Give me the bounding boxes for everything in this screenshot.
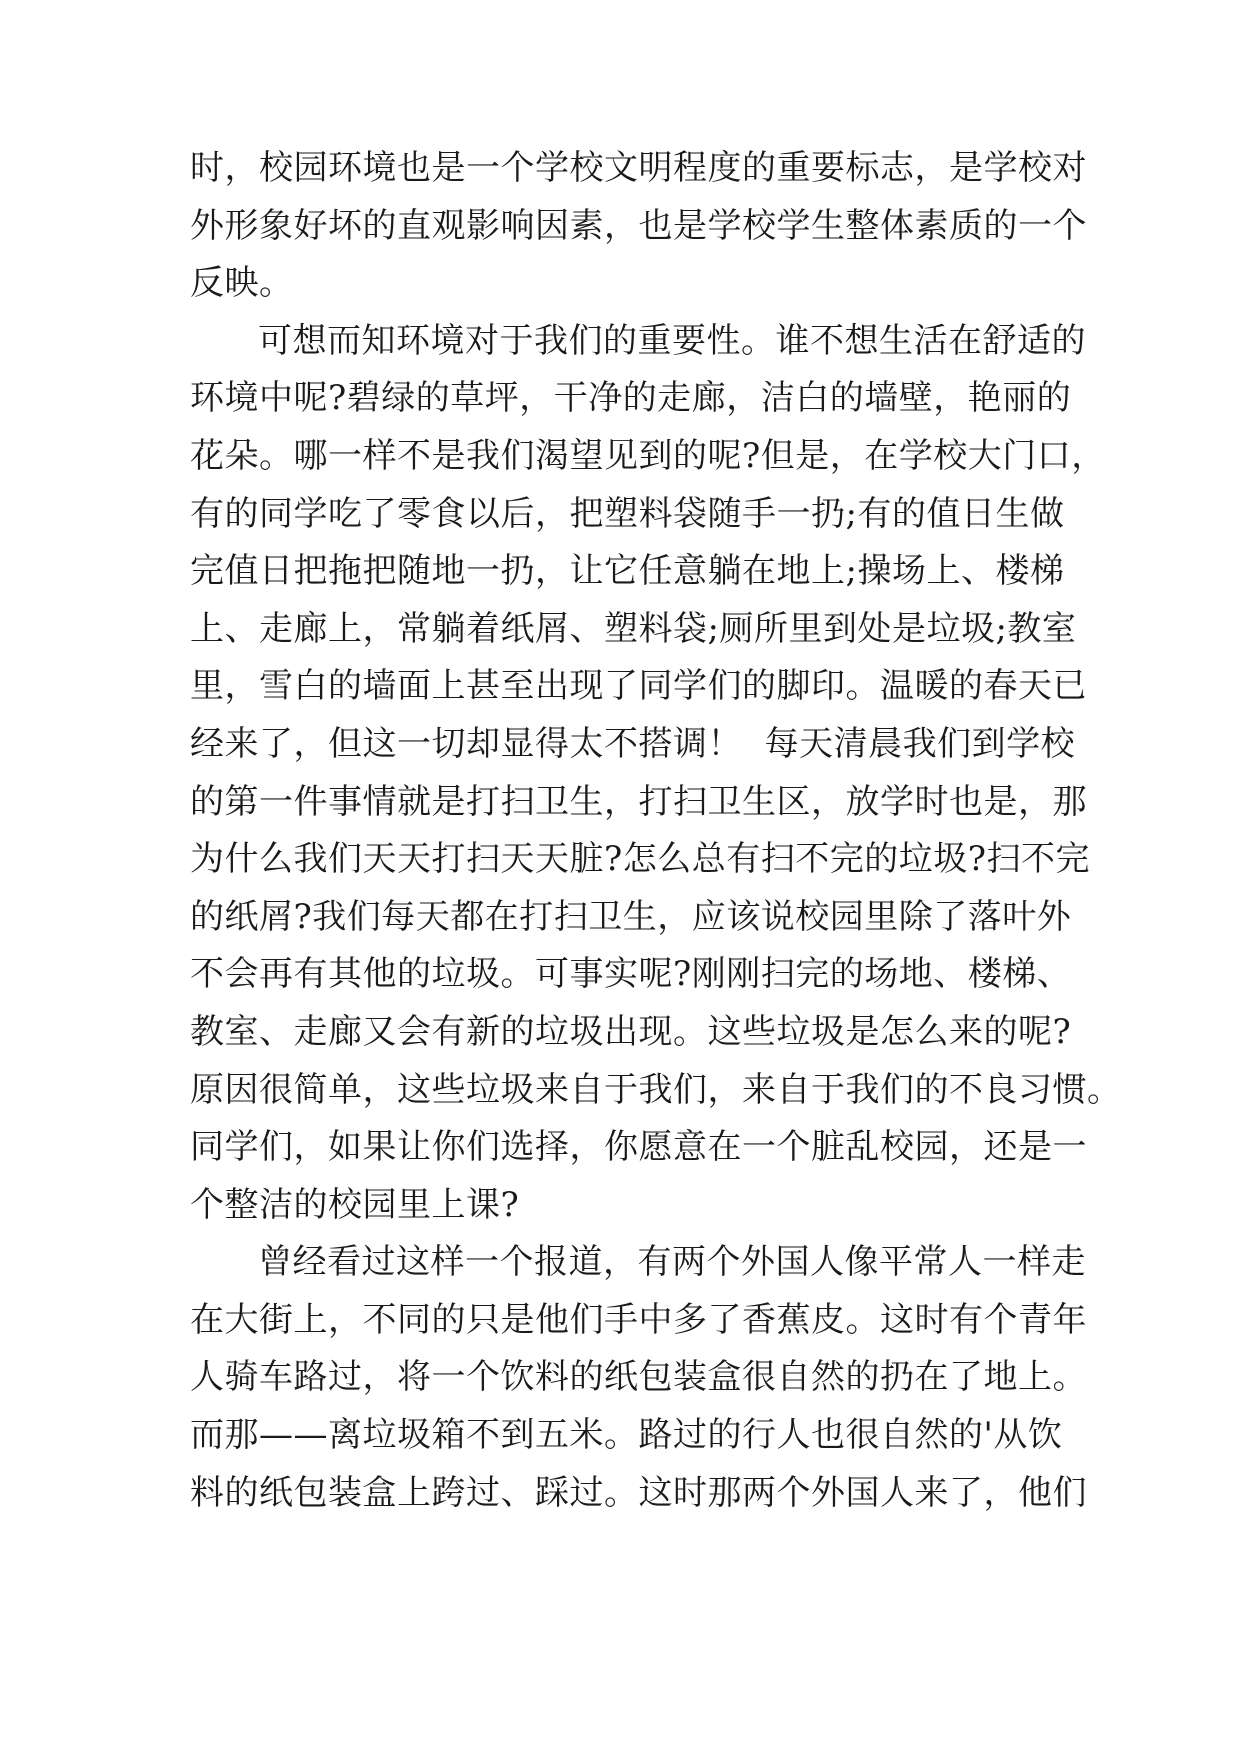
text-line: 环境中呢?碧绿的草坪，干净的走廊，洁白的墙壁，艳丽的 [190,378,1072,419]
paragraph-2 [190,313,1122,1235]
text-line: 原因很简单，这些垃圾来自于我们，来自于我们的不良习惯。 [190,1069,1122,1110]
text-line: 有的同学吃了零食以后，把塑料袋随手一扔;有的值日生做 [190,493,1065,534]
text-line: 个整洁的校园里上课? [190,1184,520,1225]
text-line: 反映。 [190,263,294,304]
paragraph-3 [190,1234,1087,1522]
text-line: 经来了，但这一切却显得太不搭调！ 每天清晨我们到学校 [190,723,1076,764]
text-line: 的纸屑?我们每天都在打扫卫生，应该说校园里除了落叶外 [190,896,1072,937]
text-line: 上、走廊上，常躺着纸屑、塑料袋;厕所里到处是垃圾;教室 [190,608,1077,649]
text-line: 的第一件事情就是打扫卫生，打扫卫生区，放学时也是，那 [190,781,1087,822]
paragraph-1 [190,140,1087,313]
text-line: 人骑车路过，将一个饮料的纸包装盒很自然的扔在了地上。 [190,1357,1087,1398]
text-line: 在大街上，不同的只是他们手中多了香蕉皮。这时有个青年 [190,1299,1087,1340]
text-line: 时，校园环境也是一个学校文明程度的重要标志，是学校对 [190,148,1087,188]
text-line: 花朵。哪一样不是我们渴望见到的呢?但是，在学校大门口， [190,435,1106,476]
text-line: 不会再有其他的垃圾。可事实呢?刚刚扫完的场地、楼梯、 [190,954,1072,995]
text-line: 而那——离垃圾箱不到五米。路过的行人也很自然的'从饮 [190,1415,1063,1456]
text-line: 外形象好坏的直观影响因素，也是学校学生整体素质的一个 [190,205,1087,246]
text-line: 曾经看过这样一个报道，有两个外国人像平常人一样走 [258,1242,1086,1283]
text-line: 完值日把拖把随地一扔，让它任意躺在地上;操场上、楼梯 [190,551,1065,592]
text-line: 同学们，如果让你们选择，你愿意在一个脏乱校园，还是一 [190,1127,1087,1168]
text-line: 教室、走廊又会有新的垃圾出现。这些垃圾是怎么来的呢? [190,1011,1072,1052]
text-line: 料的纸包装盒上跨过、踩过。这时那两个外国人来了，他们 [190,1472,1087,1513]
text-line: 为什么我们天天打扫天天脏?怎么总有扫不完的垃圾?扫不完 [190,839,1090,880]
text-line: 里，雪白的墙面上甚至出现了同学们的脚印。温暖的春天已 [190,666,1087,707]
text-line: 可想而知环境对于我们的重要性。谁不想生活在舒适的 [258,320,1086,361]
body-text [190,140,1122,1522]
